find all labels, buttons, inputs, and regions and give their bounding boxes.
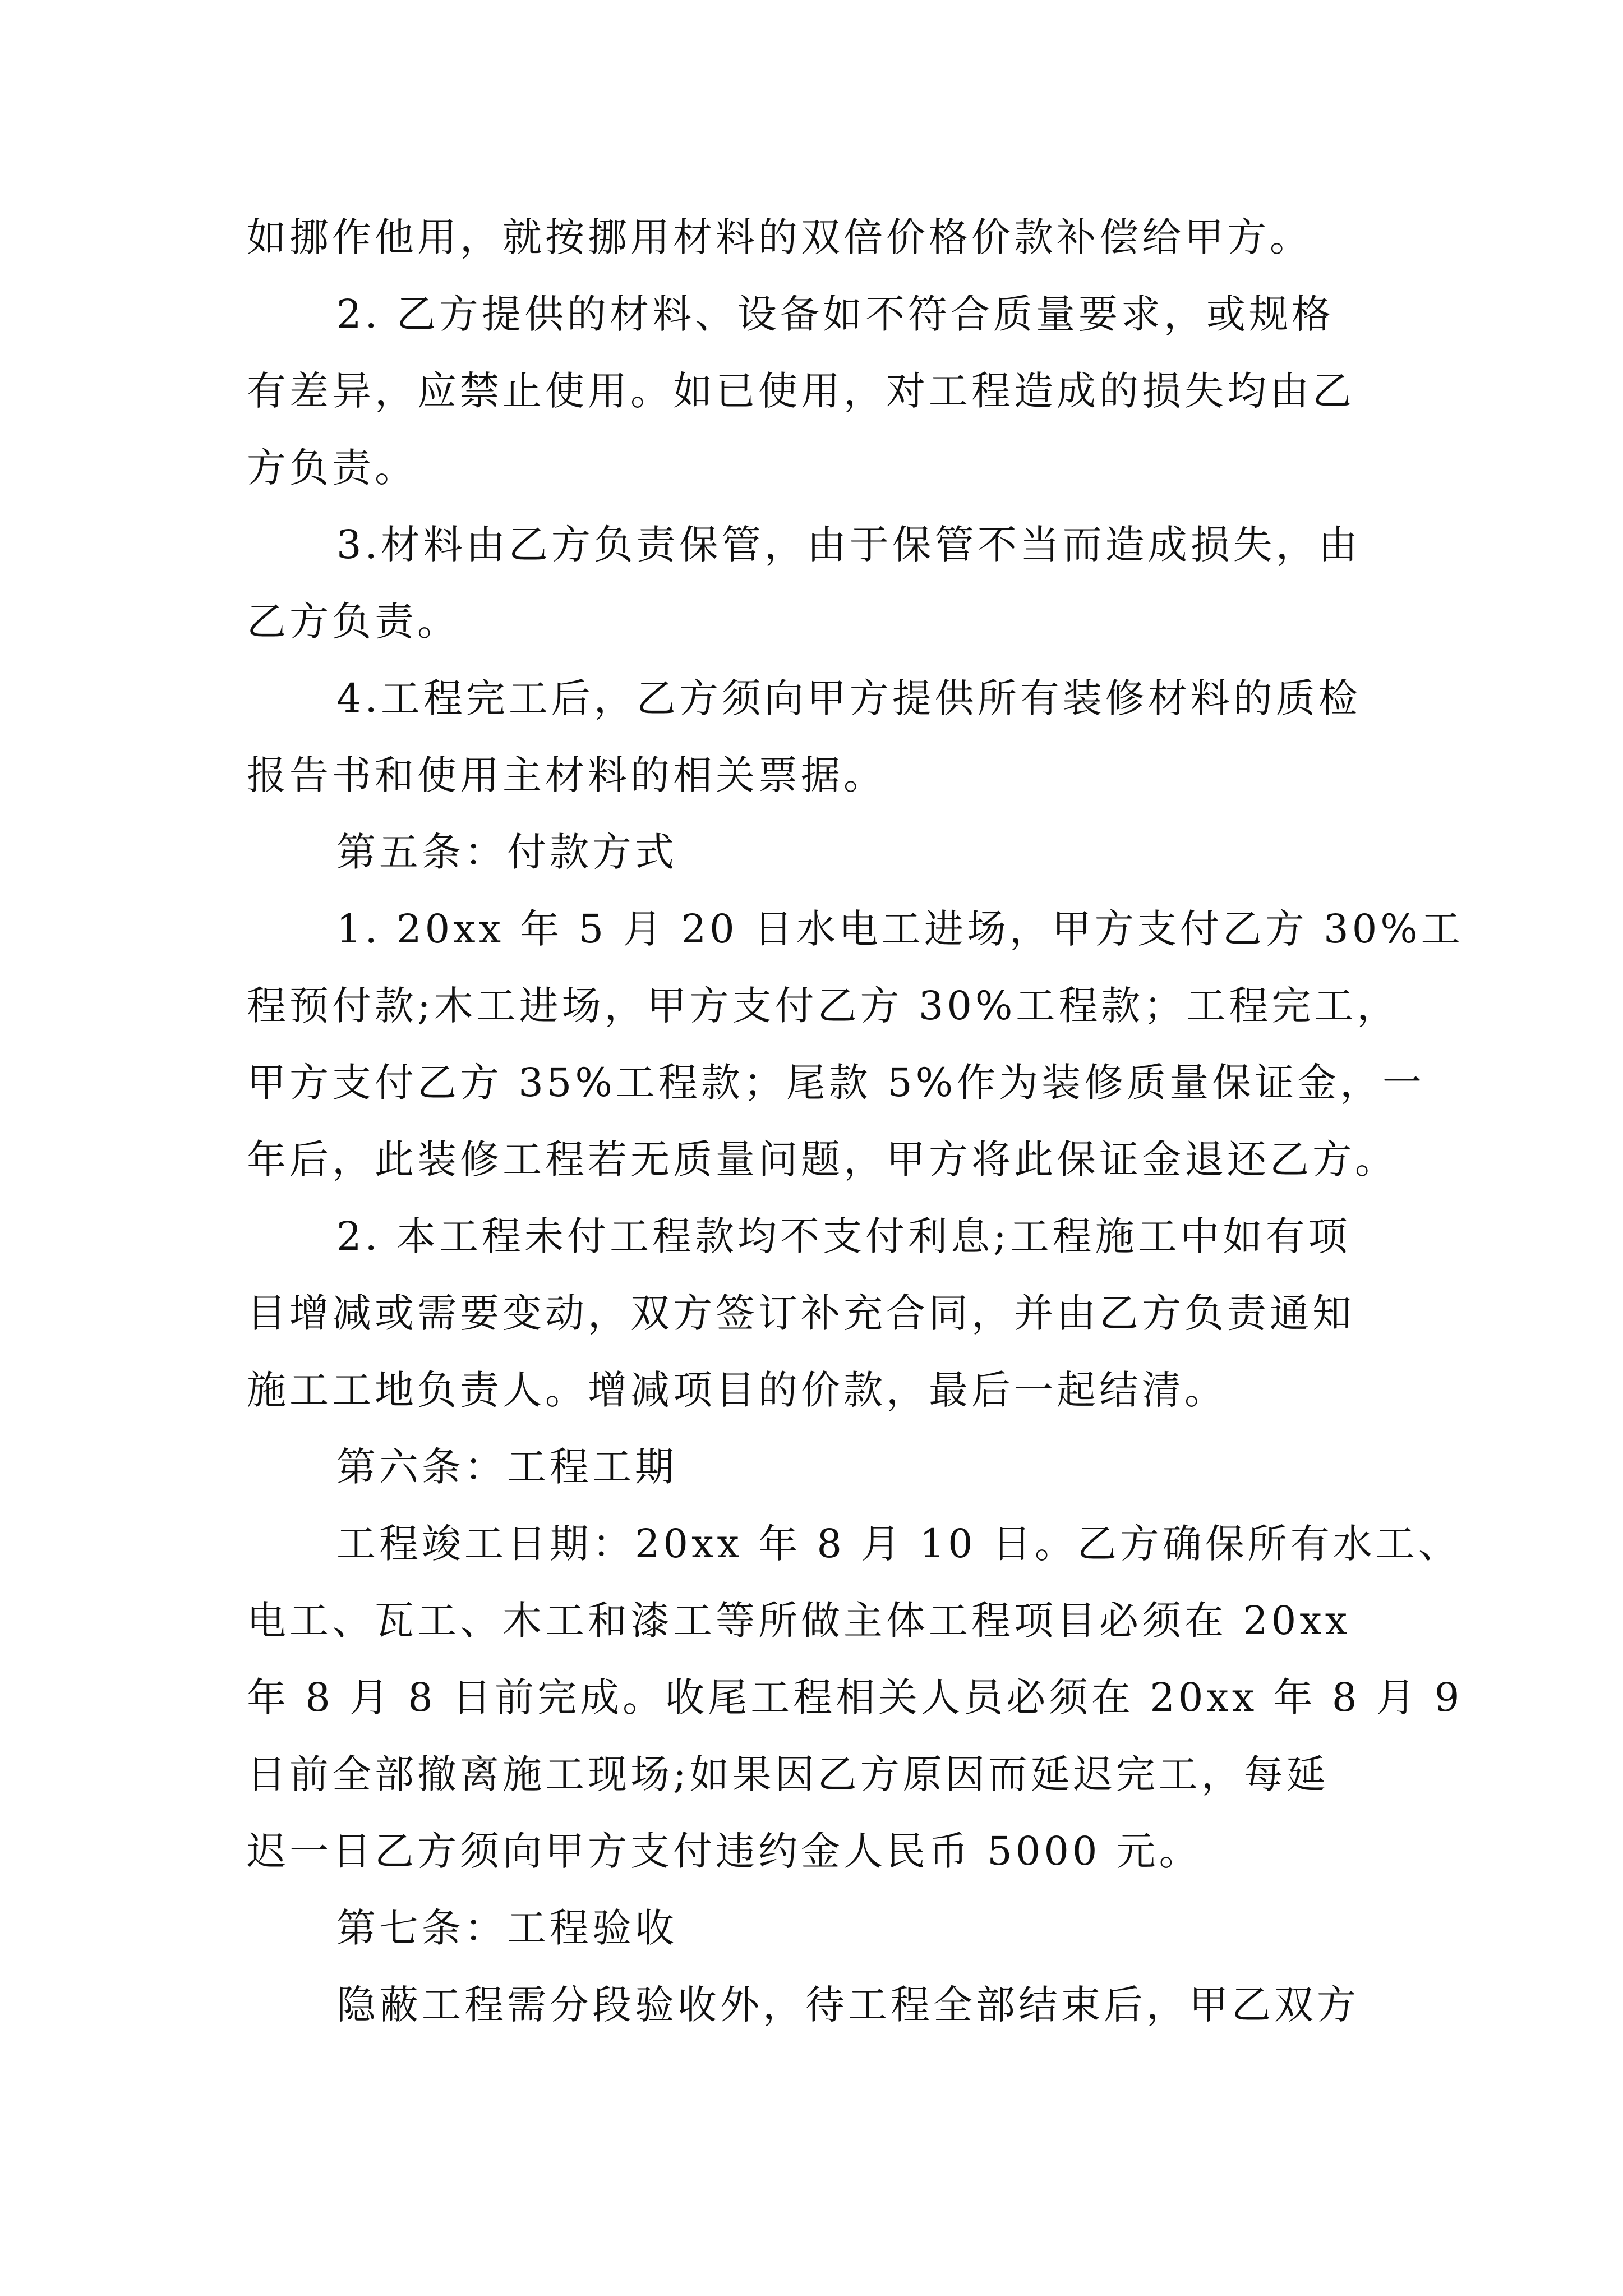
text-line: 方负责。 [247,445,417,491]
text-line: 目增减或需要变动，双方签订补充合同，并由乙方负责通知 [247,1290,1355,1336]
section-heading-article-5: 第五条：付款方式 [336,829,677,875]
acceptance-paragraph: 隐蔽工程需分段验收外，待工程全部结束后，甲乙双方 [336,1982,1359,2028]
payment-item-1: 1. 20xx 年 5 月 20 日水电工进场，甲方支付乙方 30%工 [336,906,1464,952]
document-body [247,199,1464,2044]
clause-item-3: 3.材料由乙方负责保管，由于保管不当而造成损失，由 [336,522,1361,568]
clause-item-2: 2. 乙方提供的材料、设备如不符合质量要求，或规格 [336,291,1335,337]
text-line: 甲方支付乙方 35%工程款；尾款 5%作为装修质量保证金，一 [247,1060,1426,1106]
text-line: 年 8 月 8 日前完成。收尾工程相关人员必须在 20xx 年 8 月 9 [247,1674,1463,1720]
schedule-paragraph: 工程竣工日期：20xx 年 8 月 10 日。乙方确保所有水工、 [336,1521,1461,1567]
text-line: 报告书和使用主材料的相关票据。 [247,752,886,798]
text-line: 迟一日乙方须向甲方支付违约金人民币 5000 元。 [247,1828,1202,1874]
section-heading-article-6: 第六条：工程工期 [336,1444,677,1490]
text-line: 施工工地负责人。增减项目的价款，最后一起结清。 [247,1367,1227,1413]
section-heading-article-7: 第七条：工程验收 [336,1905,677,1951]
clause-item-4: 4.工程完工后，乙方须向甲方提供所有装修材料的质检 [336,675,1361,721]
text-line: 日前全部撤离施工现场;如果因乙方原因而延迟完工，每延 [247,1751,1329,1797]
text-line: 电工、瓦工、木工和漆工等所做主体工程项目必须在 20xx [247,1598,1351,1644]
text-line: 有差异，应禁止使用。如已使用，对工程造成的损失均由乙 [247,368,1355,414]
text-line: 乙方负责。 [247,599,460,645]
text-line: 如挪作他用，就按挪用材料的双倍价格价款补偿给甲方。 [247,214,1312,260]
payment-item-2: 2. 本工程未付工程款均不支付利息;工程施工中如有项 [336,1213,1351,1259]
text-line: 年后，此装修工程若无质量问题，甲方将此保证金退还乙方。 [247,1137,1398,1182]
text-line: 程预付款;木工进场，甲方支付乙方 30%工程款；工程完工， [247,983,1400,1029]
